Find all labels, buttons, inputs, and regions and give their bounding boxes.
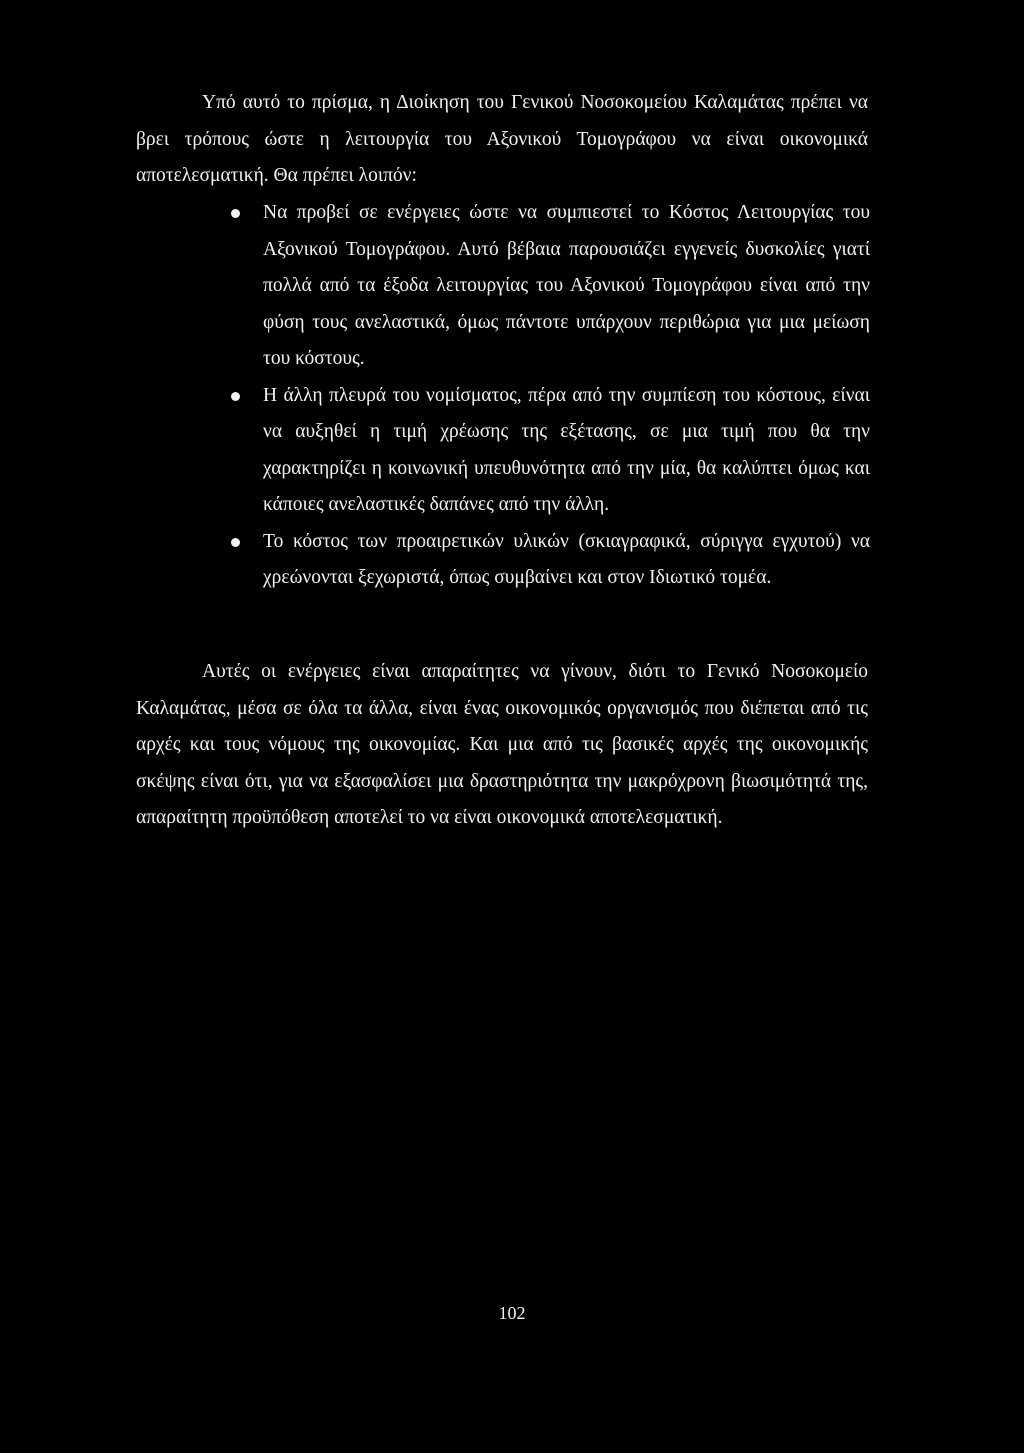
bullet-item-price-increase	[228, 378, 870, 524]
bullet-item-cost-reduction	[228, 195, 870, 378]
bullet-dot-icon	[231, 392, 240, 401]
bullet-text: Να προβεί σε ενέργειες ώστε να συμπιεστεί το Κόστος Λειτουργίας του Αξονικού Τομογράφου. Αυτό βέβαια παρουσιάζει εγγενείς δυσκολίες γιατί πολλά από τα έξοδα λειτουργίας του Αξονικού Τομογράφου είναι από την φύση τους ανελαστικά, όμως πάντοτε υπάρχουν περιθώρια για μια μείωση του κόστους.	[263, 202, 870, 369]
bullet-text: Η άλλη πλευρά του νομίσματος, πέρα από την συμπίεση του κόστους, είναι να αυξηθεί η τιμή χρέωσης της εξέτασης, σε μια τιμή που θα την χαρακτηρίζει η κοινωνική υπευθυνότητα από την μία, θα καλύπτει όμως και κάποιες ανελαστικές δαπάνες από την άλλη.	[263, 384, 870, 515]
bullet-dot-icon	[231, 209, 240, 218]
intro-paragraph: Υπό αυτό το πρίσμα, η Διοίκηση του Γενικού Νοσοκομείου Καλαμάτας πρέπει να βρει τρόπους ώστε η λειτουργία του Αξονικού Τομογράφου να είναι οικονομικά αποτελεσματική. Θα πρέπει λοιπόν:	[136, 92, 868, 186]
bullet-item-optional-materials	[228, 524, 870, 597]
bullet-list	[228, 195, 870, 597]
bullet-text: Το κόστος των προαιρετικών υλικών (σκιαγραφικά, σύριγγα εγχυτού) να χρεώνονται ξεχωριστά, όπως συμβαίνει και στον Ιδιωτικό τομέα.	[263, 530, 870, 588]
bullet-dot-icon	[231, 538, 240, 547]
page-number: 102	[498, 1303, 526, 1323]
conclusion-paragraph: Αυτές οι ενέργειες είναι απαραίτητες να γίνουν, διότι το Γενικό Νοσοκομείο Καλαμάτας, μέσα σε όλα τα άλλα, είναι ένας οικονομικός οργανισμός που διέπεται από τις αρχές και τους νόμους της οικονομίας. Και μια από τις βασικές αρχές της οικονομικής σκέψης είναι ότι, για να εξασφαλίσει μια δραστηριότητα την μακρόχρονη βιωσιμότητά της, απαραίτητη προϋπόθεση αποτελεί το να είναι οικονομικά αποτελεσματική.	[136, 661, 868, 828]
